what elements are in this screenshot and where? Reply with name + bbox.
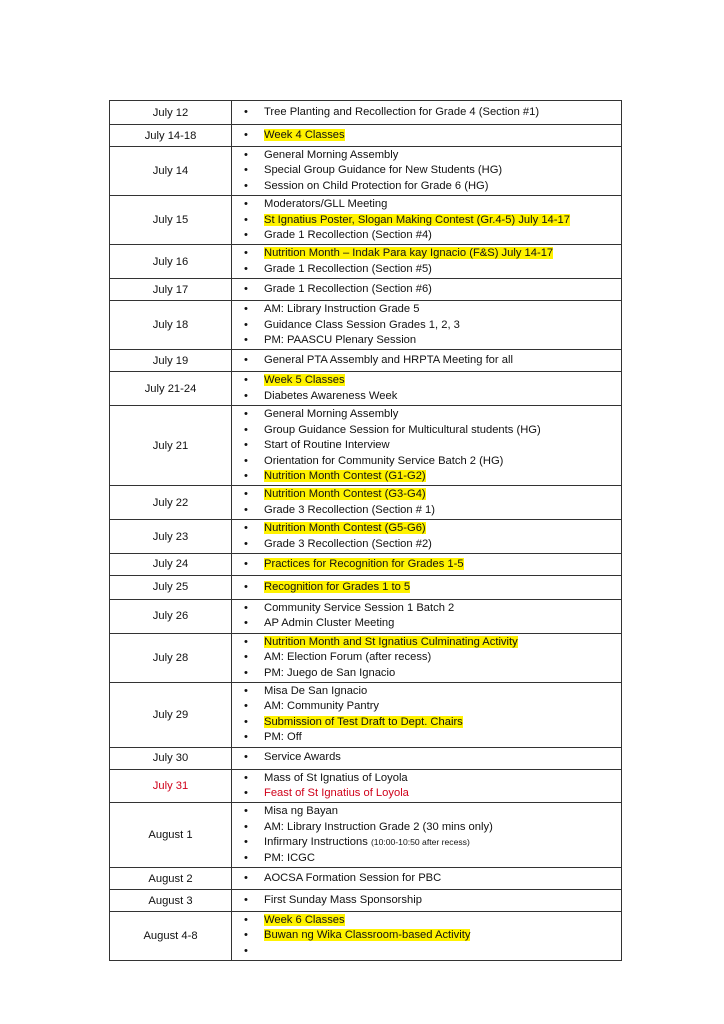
- row-activities: [232, 125, 622, 147]
- activity-text: Feast of St Ignatius of Loyola: [264, 787, 409, 799]
- activity-list: [244, 893, 617, 908]
- row-date: July 21: [110, 406, 232, 486]
- schedule-row: [110, 682, 622, 747]
- activity-item: [244, 389, 617, 404]
- activity-text: AM: Library Instruction Grade 5: [264, 303, 420, 316]
- activity-text: St Ignatius Poster, Slogan Making Contest (Gr.4-5) July 14-17: [264, 213, 570, 226]
- activity-text: AM: Library Instruction Grade 2 (30 mins only): [264, 820, 493, 833]
- schedule-row: [110, 747, 622, 769]
- activity-text: Nutrition Month Contest (G5-G6): [264, 522, 426, 535]
- row-date: July 18: [110, 301, 232, 350]
- activity-text: AOCSA Formation Session for PBC: [264, 871, 442, 884]
- activity-list: [244, 197, 617, 243]
- activity-text: Nutrition Month Contest (G3-G4): [264, 488, 426, 501]
- row-date: July 23: [110, 520, 232, 554]
- activity-text: Tree Planting and Recollection for Grade 4 (Section #1): [264, 105, 540, 118]
- activity-list: [244, 871, 617, 886]
- activity-list: [244, 148, 617, 194]
- activity-item: [244, 666, 617, 681]
- activity-text: Guidance Class Session Grades 1, 2, 3: [264, 318, 460, 331]
- activity-item: [244, 537, 617, 552]
- activity-text: Orientation for Community Service Batch 2 (HG): [264, 454, 504, 467]
- row-date: July 16: [110, 245, 232, 279]
- schedule-row: [110, 372, 622, 406]
- row-activities: [232, 520, 622, 554]
- activity-item: [244, 521, 617, 536]
- activity-item: [244, 213, 617, 228]
- activity-item: [244, 616, 617, 631]
- activity-text: Week 4 Classes: [264, 128, 345, 141]
- schedule-row: [110, 350, 622, 372]
- row-date: August 3: [110, 890, 232, 912]
- activity-item: [244, 750, 617, 765]
- activity-item: [244, 786, 617, 801]
- row-activities: [232, 406, 622, 486]
- row-date: July 15: [110, 196, 232, 245]
- activity-item: [244, 635, 617, 650]
- activity-text: PM: ICGC: [264, 851, 315, 864]
- activity-item: [244, 454, 617, 469]
- schedule-row: [110, 599, 622, 633]
- row-date: July 12: [110, 101, 232, 125]
- activity-item: [244, 407, 617, 422]
- row-date: July 29: [110, 682, 232, 747]
- row-activities: [232, 575, 622, 599]
- activity-text: Grade 1 Recollection (Section #5): [264, 262, 432, 275]
- schedule-body: [110, 101, 622, 961]
- activity-text: Nutrition Month and St Ignatius Culminating Activity: [264, 635, 518, 648]
- activity-text: AP Admin Cluster Meeting: [264, 617, 395, 630]
- row-date: July 14-18: [110, 125, 232, 147]
- activity-item: [244, 163, 617, 178]
- row-activities: [232, 747, 622, 769]
- activity-text: AM: Election Forum (after recess): [264, 651, 432, 664]
- activity-item: [244, 699, 617, 714]
- activity-text: Group Guidance Session for Multicultural students (HG): [264, 423, 541, 436]
- schedule-row: [110, 633, 622, 682]
- activity-text: Recognition for Grades 1 to 5: [264, 580, 411, 593]
- row-activities: [232, 890, 622, 912]
- activity-list: [244, 684, 617, 746]
- activity-list: [244, 373, 617, 404]
- activity-item: [244, 730, 617, 745]
- activity-item: [244, 179, 617, 194]
- activity-list: [244, 750, 617, 765]
- row-date: July 17: [110, 279, 232, 301]
- activity-text: Moderators/GLL Meeting: [264, 198, 388, 211]
- activity-text: AM: Community Pantry: [264, 700, 380, 713]
- activity-item: [244, 580, 617, 595]
- row-activities: [232, 196, 622, 245]
- row-activities: [232, 245, 622, 279]
- activity-item: [244, 804, 617, 819]
- activity-text: Grade 3 Recollection (Section # 1): [264, 503, 436, 516]
- row-activities: [232, 769, 622, 803]
- schedule-row: [110, 245, 622, 279]
- activity-item: [244, 944, 617, 959]
- activity-text: Grade 1 Recollection (Section #6): [264, 283, 432, 296]
- schedule-row: [110, 520, 622, 554]
- activity-item: [244, 835, 617, 850]
- activity-item: [244, 148, 617, 163]
- activity-item: [244, 333, 617, 348]
- activity-text: Infirmary Instructions: [264, 836, 371, 849]
- activity-text: Grade 3 Recollection (Section #2): [264, 537, 432, 550]
- activity-text: Grade 1 Recollection (Section #4): [264, 229, 432, 242]
- activity-item: [244, 893, 617, 908]
- activity-text: Misa ng Bayan: [264, 805, 339, 818]
- activity-text: General PTA Assembly and HRPTA Meeting for all: [264, 354, 513, 367]
- activity-text: PM: Juego de San Ignacio: [264, 666, 396, 679]
- schedule-row: [110, 912, 622, 961]
- activity-list: [244, 771, 617, 802]
- schedule-row: [110, 553, 622, 575]
- activity-text: PM: Off: [264, 731, 302, 744]
- activity-item: [244, 262, 617, 277]
- schedule-row: [110, 196, 622, 245]
- row-date: July 21-24: [110, 372, 232, 406]
- row-activities: [232, 486, 622, 520]
- row-date: August 2: [110, 868, 232, 890]
- activity-text: General Morning Assembly: [264, 149, 399, 161]
- activity-item: [244, 105, 617, 120]
- activity-item: [244, 715, 617, 730]
- schedule-row: [110, 101, 622, 125]
- row-date: August 4-8: [110, 912, 232, 961]
- activity-item: [244, 650, 617, 665]
- activity-item: [244, 913, 617, 928]
- activity-item: [244, 469, 617, 484]
- row-activities: [232, 868, 622, 890]
- activity-list: [244, 246, 617, 277]
- row-date: July 19: [110, 350, 232, 372]
- activity-list: [244, 353, 617, 368]
- activity-text: Practices for Recognition for Grades 1-5: [264, 557, 464, 570]
- activity-item: [244, 487, 617, 502]
- row-date: July 31: [110, 769, 232, 803]
- activity-item: [244, 128, 617, 143]
- activity-text: PM: PAASCU Plenary Session: [264, 334, 417, 347]
- row-activities: [232, 633, 622, 682]
- activity-text: General Morning Assembly: [264, 408, 399, 421]
- activity-text: Nutrition Month Contest (G1-G2): [264, 469, 426, 482]
- activity-item: [244, 282, 617, 297]
- row-date: July 14: [110, 147, 232, 196]
- schedule-row: [110, 868, 622, 890]
- activity-text: Buwan ng Wika Classroom-based Activity: [264, 929, 471, 942]
- activity-list: [244, 105, 617, 120]
- activity-item: [244, 503, 617, 518]
- schedule-row: [110, 803, 622, 868]
- activity-item: [244, 438, 617, 453]
- activity-list: [244, 128, 617, 143]
- activity-item: [244, 928, 617, 943]
- row-date: August 1: [110, 803, 232, 868]
- activity-item: [244, 851, 617, 866]
- activity-text: Community Service Session 1 Batch 2: [264, 601, 455, 614]
- activity-text: Service Awards: [264, 751, 341, 764]
- row-activities: [232, 301, 622, 350]
- activity-list: [244, 521, 617, 552]
- schedule-row: [110, 486, 622, 520]
- activity-text: Special Group Guidance for New Students (HG): [264, 164, 503, 177]
- row-activities: [232, 279, 622, 301]
- activity-list: [244, 487, 617, 518]
- schedule-row: [110, 125, 622, 147]
- schedule-row: [110, 769, 622, 803]
- activity-item: [244, 373, 617, 388]
- activity-text: Nutrition Month – Indak Para kay Ignacio (F&S) July 14-17: [264, 247, 554, 260]
- schedule-row: [110, 279, 622, 301]
- activity-item: [244, 771, 617, 786]
- activity-item: [244, 318, 617, 333]
- activity-item: [244, 601, 617, 616]
- activity-list: [244, 302, 617, 348]
- activity-text: Diabetes Awareness Week: [264, 389, 398, 402]
- row-activities: [232, 682, 622, 747]
- schedule-row: [110, 406, 622, 486]
- row-activities: [232, 803, 622, 868]
- schedule-row: [110, 147, 622, 196]
- row-date: July 22: [110, 486, 232, 520]
- activity-list: [244, 913, 617, 959]
- activity-list: [244, 635, 617, 681]
- row-activities: [232, 912, 622, 961]
- activity-item: [244, 557, 617, 572]
- row-date: July 24: [110, 553, 232, 575]
- row-activities: [232, 350, 622, 372]
- activity-list: [244, 804, 617, 866]
- activity-text: Misa De San Ignacio: [264, 684, 368, 697]
- activity-list: [244, 557, 617, 572]
- row-activities: [232, 147, 622, 196]
- activity-text: First Sunday Mass Sponsorship: [264, 893, 422, 906]
- activity-text: Start of Routine Interview: [264, 439, 390, 452]
- schedule-row: [110, 890, 622, 912]
- activity-text: Session on Child Protection for Grade 6 (HG): [264, 179, 489, 192]
- activity-item: [244, 423, 617, 438]
- activity-item: [244, 246, 617, 261]
- activity-text: Mass of St Ignatius of Loyola: [264, 771, 408, 784]
- activity-text: Week 5 Classes: [264, 374, 345, 387]
- activity-item: [244, 871, 617, 886]
- activity-item: [244, 302, 617, 317]
- activity-list: [244, 601, 617, 632]
- activity-text: Week 6 Classes: [264, 914, 345, 927]
- activity-item: [244, 197, 617, 212]
- activity-list: [244, 282, 617, 297]
- row-activities: [232, 599, 622, 633]
- activity-list: [244, 407, 617, 484]
- row-date: July 26: [110, 599, 232, 633]
- row-activities: [232, 372, 622, 406]
- row-date: July 30: [110, 747, 232, 769]
- row-activities: [232, 553, 622, 575]
- row-activities: [232, 101, 622, 125]
- activity-list: [244, 580, 617, 595]
- schedule-row: [110, 301, 622, 350]
- activity-item: [244, 353, 617, 368]
- activity-text: Submission of Test Draft to Dept. Chairs: [264, 715, 463, 728]
- activity-note: (10:00-10:50 after recess): [370, 837, 470, 848]
- row-date: July 25: [110, 575, 232, 599]
- schedule-table: [109, 100, 622, 961]
- activity-item: [244, 684, 617, 699]
- activity-item: [244, 820, 617, 835]
- row-date: July 28: [110, 633, 232, 682]
- activity-item: [244, 228, 617, 243]
- schedule-row: [110, 575, 622, 599]
